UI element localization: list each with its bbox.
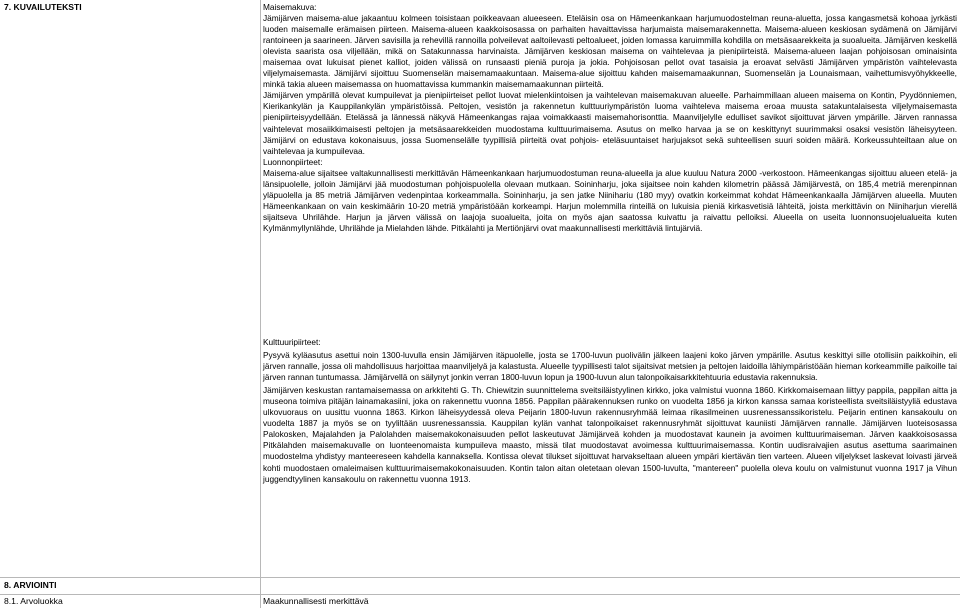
nature-paragraph: Maisema-alue sijaitsee valtakunnallisesti merkittävän Hämeenkankaan harjumuodostuman reuna-alueella ja alue kuuluu Natura 2000 -verkostoon. Hämeenkangas sijoittuu alueen etelä- ja länsipuolelle, jolloin Jämijärvi jää muodostuman pohjoispuolella olevaan mutkaan. Soininharju, joka sijaitsee noin kahden kilometrin päässä Jämijärvestä, on 185,4 metriä merenpinnan yläpuolella ja 85 metriä Jämijärven vedenpintaa korkeammalla. Soininharju, ja sen jatke Niinihariu (180 myy) ovatkin korkeimmat kohdat Hämeenkankaalla Jämijärven alueella. Muuten Hämeenkankaan on vain keskimäärin 10-20 metriä ympäristöään korkeampi. Harjun molemmilla rinteillä on lukuisia pieniä kirkasvetisiä lähteitä, joista merkittävin on Niiniharjun vierellä sijaitseva Uhrilähde. Harjun ja järven välissä on laajoja suoalueita, joita on myös ajan saatossa kuivattu ja raivattu pelloiksi. Alueella on useita luonnonsuojelualueita kuten Kylmänmyllynlähde, Uhrilähde ja Mielahden lähde. Pitkälahti ja Mertiönjärvi ovat maakunnallisesti merkittäviä lintujärviä. [263,167,957,233]
class-row-label: 8.1. Arvoluokka [4,596,63,606]
class-row-value: Maakunnallisesti merkittävä [263,596,369,606]
section-7-label: 7. KUVAILUTEKSTI [4,2,82,12]
section-divider [0,594,960,595]
section-divider [0,577,960,578]
landscape-paragraph-2: Jämijärven ympärillä olevat kumpuilevat ja pienipiirteiset pellot luovat mielenkiintoisen ja vaihtelevan maisemakuvan alueelle. Parhaimmillaan alueen maisema on Kontin, Pyydönniemen, Kierikankylän ja Kauppilankylän ympäristöissä. Peltojen, vesistön ja rakennetun kulttuuriympäristön luoma vaihteleva maisema eroaa muusta satakuntalaisesta viljelymaisemasta pienipiirteisyydellään. Etelässä ja lännessä näkyvä Hämeenkangas rajaa voimakkaasti maisemahorisonttia. Maanviljelylle edulliset savikot sijoittuvat järven ympärille. Järven rannassa vaihtelevat mosaiikkimaisesti peltojen ja metsäsaarekkeiden muodostama kulttuurimaisema. Asutus on melko harvaa ja se on keskittynyt suurimmaksi osaksi vesistön läheisyyteen. Jämijärvi on edustava kokonaisuus, jossa Suomenselälle tyypillisiä piirteitä ovat pohjois- eteläsuuntaiset harjujaksot sekä suhteellisen suuri soiden määrä. Korkeussuhteiltaan alue on vaihtelevaa ja kumpuilevaa. [263,90,957,156]
landscape-block [263,2,957,234]
landscape-paragraph-1: Jämijärven maisema-alue jakaantuu kolmeen toisistaan poikkeavaan alueeseen. Eteläisin osa on Hämeenkankaan harjumuodostelman reuna-aluetta, jossa kangasmetsä kohoaa jyrkästi luoden maisemalle erämaisen piirteen. Maisema-alueen kaakkoisosassa on parhaiten havaittavissa harjumaista maisemarakennetta. Maisema-alueen keskiosan sydämenä on Jämijärvi rantoineen ja saarineen. Järven savisilla ja rehevillä rannoilla polveilevat aaltoilevasti peltoalueet, joiden lomassa karuimmilla kohdilla on metsäsaarekkeita ja suoalueita. Jämijärven keskellä olevista saarista osa viljellään, mikä on Satakunnassa harvinaista. Jämijärven keskiosan maisema on vaihtelevaa ja pienipiirteistä. Maisema-alueen laajan pohjoisosan ominaisinta maisemaa ovat lukuisat pienet kalliot, joiden välissä on runsaasti pieniä puroja ja jokia. Pohjoisosan pellot ovat tasaisia ja eroavat selvästi Jämijärven ympäristön vaihtelevasta viljelymaisemasta. Jämijärvi sijoittuu Suomenselän maisemamaakuntaan. Maisema-alue sijoittuu kahden maisemamaakunnan, Suomenselän ja Lounaismaan, vaihettumisvyöhykkeelle, minkä takia alueen maisemassa on huomattavissa kummankin maisemamaakunnan piirteitä. [263,13,957,90]
nature-heading: Luonnonpiirteet: [263,156,323,167]
column-divider [260,0,261,608]
section-8-label: 8. ARVIOINTI [4,580,57,590]
culture-paragraph-2: Jämijärven keskustan rantamaisemassa on arkkitehti G. Th. Chiewitzin suunnittelema sveitsiläistyylinen kirkko, joka valmistui vuonna 1860. Kirkkomaisemaan liittyy pappila, pappilan aitta ja museona toimiva pitäjän lainamakasiini, joka on rakennettu vuonna 1856. Pappilan päärakennuksen runko on vuodelta 1856 ja kirkon kanssa samaa koristeellista sveitsiläistyyliä edustava ulkovuoraus on uusittu vuonna 1863. Kirkon läheisyydessä oleva Peijarin 1800-luvun rakennusryhmää leimaa rikasilmeinen uusrenessanssikoristelu. Peijarin entinen kansakoulu on vuodelta 1887 ja myös se on tyyliltään uusrenessanssia. Kauppilan kylän vanhat talonpoikaiset rakennusryhmät sijoittuvat kauniisti Jämijärven rannalle. Jämijärven luoteisosassa Palokosken, Majalahden ja Palolahden maisemakokonaisuuden pellot laskeutuvat Jämijärveä kohden ja muodostavat kaunein ja avoimen kulttuurimaiseman. Järven kaakkoisosassa Pitkälahden maisemakuvalle on luonteenomaista kumpuileva maasto, missä tilat muodostavat avoimessa kulttuurimaisemassa. Kontin uudisraivajien asutus asettuma saarimainen muodostelma yhdistyy manteereseen kahdella kannaksella. Kontissa olevat tilukset sijoittuvat harvakseltaan alueen ympäri kiertävän tien varteen. Alueen viljelykset laskevat loivasti järveä kohti muodostaen omaleimaisen kulttuurimaisemakokonaisuuden. Kontin talon aitan oletetaan olevan 1500-luvulta, "mantereen" puolella oleva koulu on valmistunut vuonna 1917 ja Vihun juggendtyylinen kansakoulu on rakennettu vuonna 1913. [263,385,957,484]
culture-paragraph-1: Pysyvä kyläasutus asettui noin 1300-luvulla ensin Jämijärven itäpuolelle, josta se 1700-luvun puolivälin jälkeen laajeni koko järven ympärille. Asutus keskittyi sille otollisiin paikkoihin, eli järven rannalle, jossa oli mahdollisuus harjoittaa maanviljelyä ja kalastusta. Alueelle tyypillisesti talot sijaitsivat metsien ja peltojen laidoilla lähiympäristöään hieman korkeammille paikoille tai järven rannan tuntumassa. Jämijärvellä on säilynyt jonkin verran 1800-luvun lopun ja 1900-luvun alun talonpoikaisarkkitehtuuria edustavia rakennuksia. [263,350,957,383]
culture-block [263,337,957,485]
landscape-heading: Maisemakuva: [263,2,317,12]
culture-heading: Kulttuuripiirteet: [263,337,321,347]
